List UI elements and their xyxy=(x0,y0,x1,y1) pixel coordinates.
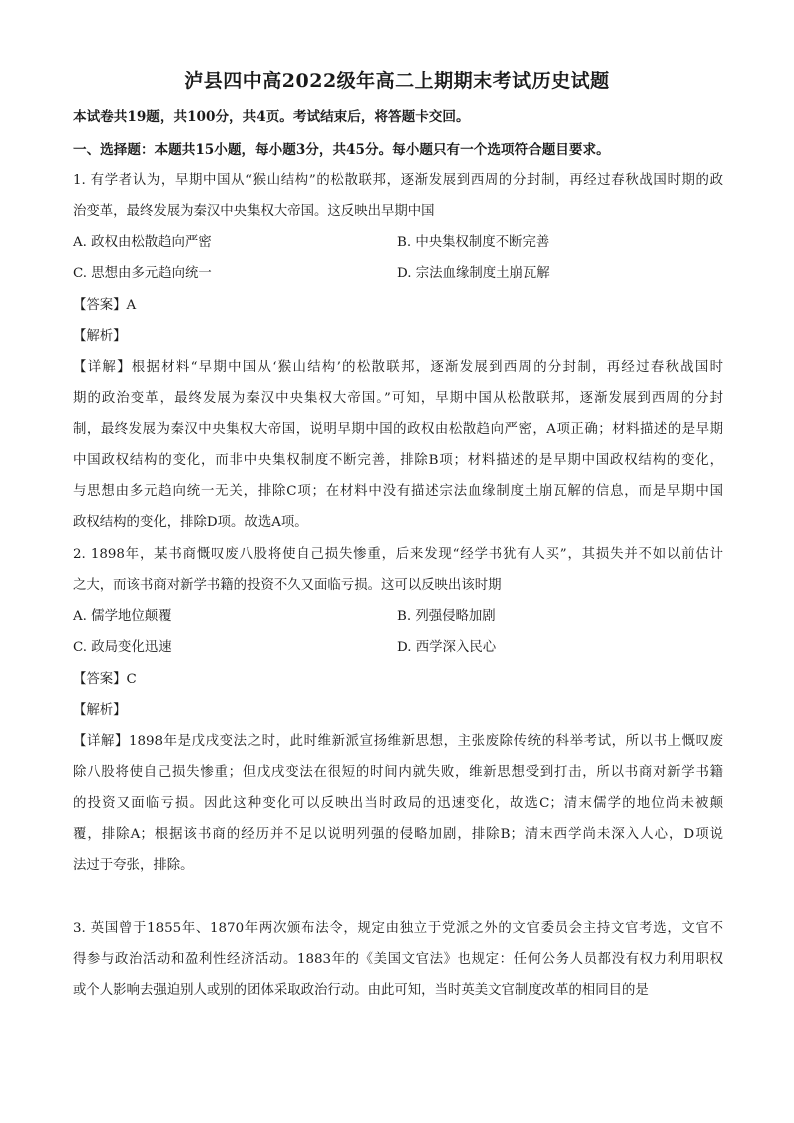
q2-analysis-label: 【解析】 xyxy=(73,703,127,718)
q1-option-b: B. 中央集权制度不断完善 xyxy=(397,235,550,250)
exam-intro: 本试卷共19题，共100分，共4页。考试结束后，将答题卡交回。 xyxy=(73,109,470,125)
q1-stem-line: 1. 有学者认为，早期中国从“猴山结构”的松散联邦，逐渐发展到西周的分封制，再经过春秋战国时期的政 xyxy=(73,173,723,188)
q2-option-a: A. 儒学地位颠覆 xyxy=(73,609,172,624)
q2-detail-line: 覆，排除A；根据该书商的经历并不足以说明列强的侵略加剧，排除B；清末西学尚未深入人心，D项说 xyxy=(73,827,723,842)
q1-detail-line: 中国政权结构的变化，而非中央集权制度不断完善，排除B项；材料描述的是早期中国政权结构的变化， xyxy=(73,453,723,468)
q1-stem-line: 治变革，最终发展为秦汉中央集权大帝国。这反映出早期中国 xyxy=(73,204,435,219)
q1-answer: 【答案】A xyxy=(73,298,137,313)
q1-detail-line: 期的政治变革，最终发展为秦汉中央集权大帝国。”可知，早期中国从松散联邦，逐渐发展到西周的分封 xyxy=(73,391,723,406)
q2-answer: 【答案】C xyxy=(73,672,137,687)
q1-detail-line: 与思想由多元趋向统一无关，排除C项；在材料中没有描述宗法血缘制度土崩瓦解的信息，而是早期中国 xyxy=(73,484,723,499)
q2-option-d: D. 西学深入民心 xyxy=(397,640,497,655)
q2-detail-line: 【详解】1898年是戊戌变法之时，此时维新派宣扬维新思想，主张废除传统的科举考试，所以书上慨叹废 xyxy=(73,734,723,749)
q1-option-a: A. 政权由松散趋向严密 xyxy=(73,235,212,250)
q2-detail-line: 法过于夸张，排除。 xyxy=(73,858,194,873)
q1-detail-line: 【详解】根据材料“早期中国从‘猴山结构’的松散联邦，逐渐发展到西周的分封制，再经过春秋战国时 xyxy=(73,360,723,375)
q2-option-b: B. 列强侵略加剧 xyxy=(397,609,496,624)
q1-option-c: C. 思想由多元趋向统一 xyxy=(73,266,212,281)
section-heading: 一、选择题：本题共15小题，每小题3分，共45分。每小题只有一个选项符合题目要求。 xyxy=(73,142,610,158)
q2-detail-line: 除八股将使自己损失惨重；但戊戌变法在很短的时间内就失败，维新思想受到打击，所以书商对新学书籍 xyxy=(73,765,723,780)
q3-stem-line: 得参与政治活动和盈利性经济活动。1883年的《美国文官法》也规定：任何公务人员都没有权力利用职权 xyxy=(73,952,723,967)
q1-detail-line: 制，最终发展为秦汉中央集权大帝国，说明早期中国的政权由松散趋向严密，A项正确；材料描述的是早期 xyxy=(73,422,723,437)
page-title: 泸县四中高2022级年高二上期期末考试历史试题 xyxy=(184,70,610,92)
q2-stem-line: 之大，而该书商对新学书籍的投资不久又面临亏损。这可以反映出该时期 xyxy=(73,578,502,593)
q3-stem-line: 3. 英国曾于1855年、1870年两次颁布法令，规定由独立于党派之外的文官委员会主持文官考选，文官不 xyxy=(73,921,723,936)
q1-analysis-label: 【解析】 xyxy=(73,329,127,344)
q2-detail-line: 的投资又面临亏损。因此这种变化可以反映出当时政局的迅速变化，故选C；清末儒学的地位尚未被颠 xyxy=(73,796,723,811)
q1-option-d: D. 宗法血缘制度土崩瓦解 xyxy=(397,266,550,281)
q2-option-c: C. 政局变化迅速 xyxy=(73,640,172,655)
q2-stem-line: 2. 1898年，某书商慨叹废八股将使自己损失惨重，后来发现“经学书犹有人买”，其损失并不如以前估计 xyxy=(73,547,723,562)
q3-stem-line: 或个人影响去强迫别人或别的团体采取政治行动。由此可知，当时英美文官制度改革的相同目的是 xyxy=(73,983,649,998)
q1-detail-line: 政权结构的变化，排除D项。故选A项。 xyxy=(73,515,308,530)
